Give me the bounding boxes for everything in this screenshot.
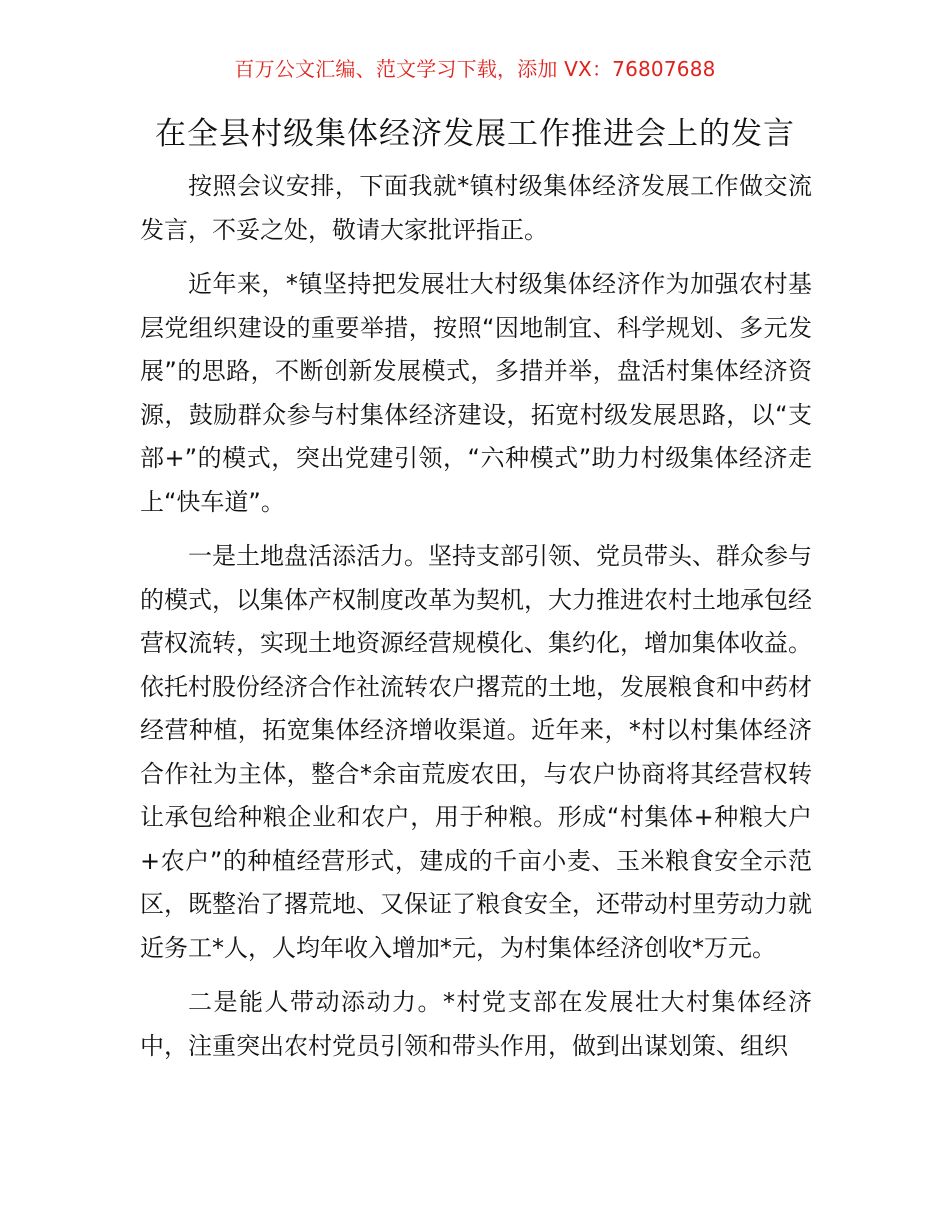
paragraph-overview: 近年来，*镇坚持把发展壮大村级集体经济作为加强农村基层党组织建设的重要举措，按照“因地制宜、科学规划、多元发展”的思路，不断创新发展模式，多措并举，盘活村集体经济资源，鼓励群众参与村集体经济建设，拓宽村级发展思路，以“支部+”的模式，突出党建引领，“六种模式”助力村级集体经济走上“快车道”。: [140, 270, 812, 516]
document-body: [140, 165, 812, 1079]
watermark-header: 百万公文汇编、范文学习下载，添加 VX：76807688: [234, 57, 716, 81]
paragraph-intro: 按照会议安排，下面我就*镇村级集体经济发展工作做交流发言，不妥之处，敬请大家批评指正。: [140, 172, 812, 244]
paragraph-land: 一是土地盘活添活力。坚持支部引领、党员带头、群众参与的模式，以集体产权制度改革为契机，大力推进农村土地承包经营权流转，实现土地资源经营规模化、集约化，增加集体收益。依托村股份经济合作社流转农户撂荒的土地，发展粮食和中药材经营种植，拓宽集体经济增收渠道。近年来，*村以村集体经济合作社为主体，整合*余亩荒废农田，与农户协商将其经营权转让承包给种粮企业和农户，用于种粮。形成“村集体+种粮大户+农户”的种植经营形式，建成的千亩小麦、玉米粮食安全示范区，既整治了撂荒地、又保证了粮食安全，还带动村里劳动力就近务工*人，人均年收入增加*元，为村集体经济创收*万元。: [140, 542, 812, 962]
paragraph-talent: 二是能人带动添动力。*村党支部在发展壮大村集体经济中，注重突出农村党员引领和带头作用，做到出谋划策、组织: [140, 988, 812, 1060]
document-title: 在全县村级集体经济发展工作推进会上的发言: [155, 116, 795, 152]
